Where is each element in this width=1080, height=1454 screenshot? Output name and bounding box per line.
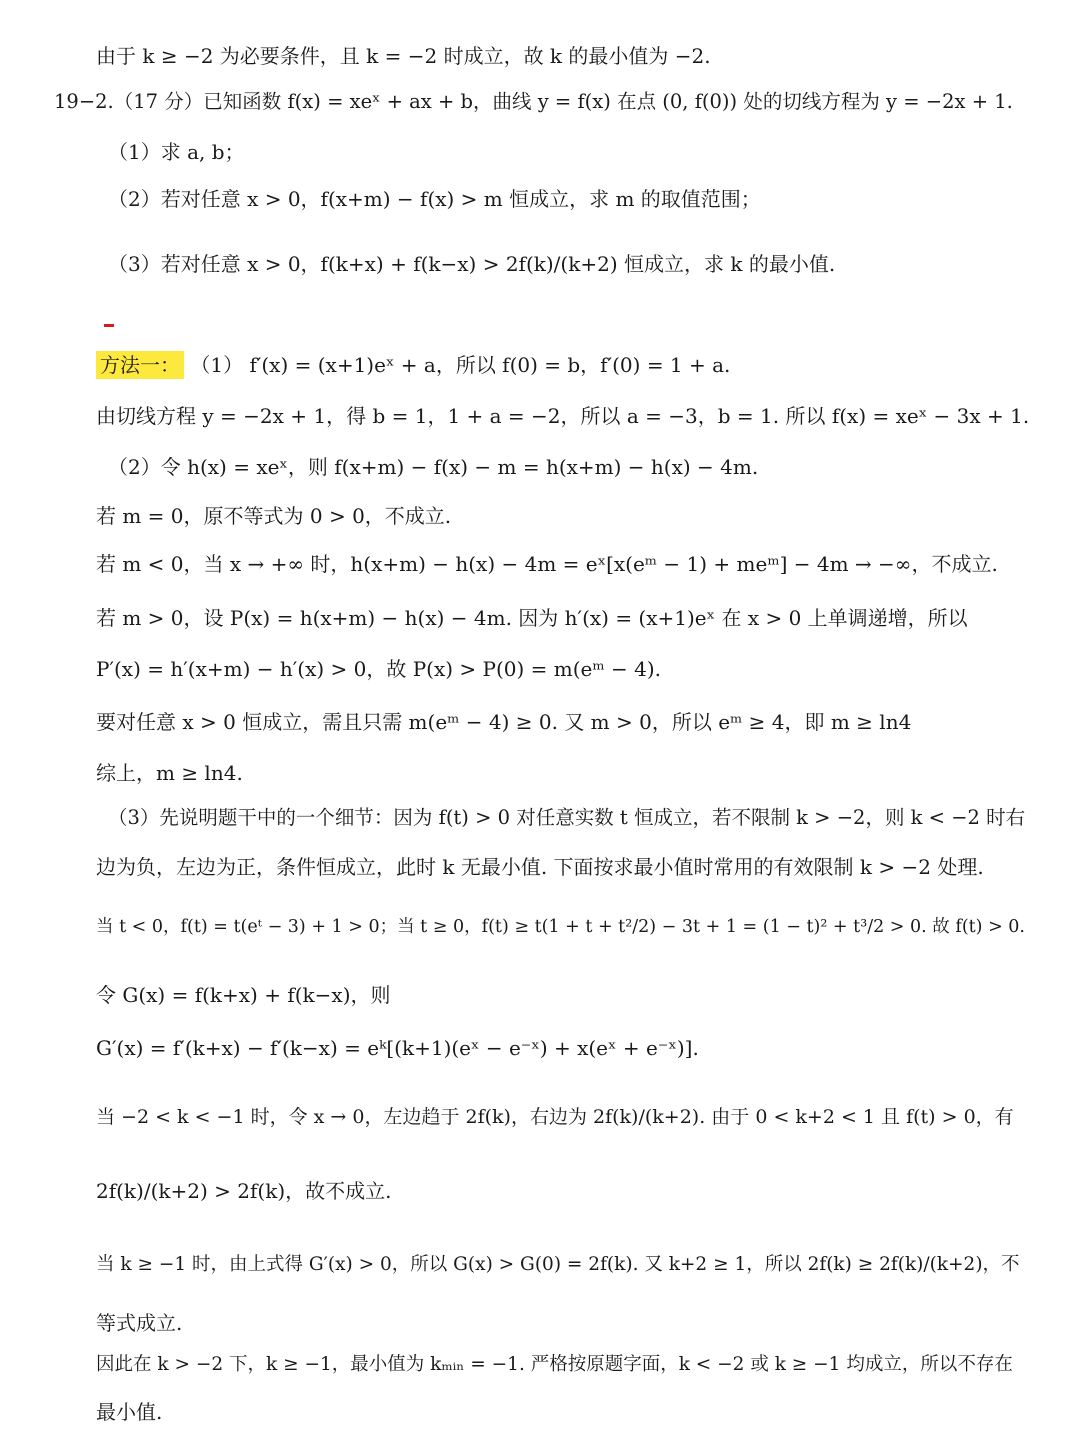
- text-line-19: G′(x) = f′(k+x) − f′(k−x) = eᵏ[(k+1)(eˣ − e⁻ˣ) + x(eˣ + e⁻ˣ)].: [96, 1036, 699, 1060]
- text-line-25: 最小值.: [96, 1400, 163, 1424]
- text-line-18: 令 G(x) = f(k+x) + f(k−x)，则: [96, 983, 391, 1007]
- text-line-23: 等式成立.: [96, 1311, 183, 1335]
- text-line-20: 当 −2 < k < −1 时，令 x → 0，左边趋于 2f(k)，右边为 2f(k)/(k+2). 由于 0 < k+2 < 1 且 f(t) > 0，有: [96, 1106, 1014, 1128]
- text-line-24: 因此在 k > −2 下，k ≥ −1，最小值为 kₘᵢₙ = −1. 严格按原题字面，k < −2 或 k ≥ −1 均成立，所以不存在: [96, 1354, 1013, 1375]
- text-line-22: 当 k ≥ −1 时，由上式得 G′(x) > 0，所以 G(x) > G(0) = 2f(k). 又 k+2 ≥ 1，所以 2f(k) ≥ 2f(k)/(k+2)，不: [96, 1254, 1020, 1275]
- method-label-highlight: 方法一：: [96, 351, 184, 379]
- solution-part-1-text: （1） f′(x) = (x+1)eˣ + a，所以 f(0) = b，f′(0) = 1 + a.: [190, 353, 731, 377]
- question-part-2: （2）若对任意 x > 0，f(x+m) − f(x) > m 恒成立，求 m 的取值范围；: [108, 187, 761, 211]
- text-line-10: 若 m < 0，当 x → +∞ 时，h(x+m) − h(x) − 4m = eˣ[x(eᵐ − 1) + meᵐ] − 4m → −∞，不成立.: [96, 552, 998, 576]
- question-part-1: （1）求 a, b；: [108, 140, 245, 164]
- solution-part-1: [96, 350, 1036, 380]
- text-line-14: 综上，m ≥ ln4.: [96, 761, 243, 785]
- text-line-1: 由于 k ≥ −2 为必要条件，且 k = −2 时成立，故 k 的最小值为 −2.: [96, 44, 711, 68]
- text-line-7: 由切线方程 y = −2x + 1，得 b = 1，1 + a = −2，所以 a = −3，b = 1. 所以 f(x) = xeˣ − 3x + 1.: [96, 404, 1030, 428]
- problem-statement: 19−2.（17 分）已知函数 f(x) = xeˣ + ax + b，曲线 y = f(x) 在点 (0, f(0)) 处的切线方程为 y = −2x + 1.: [54, 90, 1013, 113]
- text-line-21: 2f(k)/(k+2) > 2f(k)，故不成立.: [96, 1179, 392, 1203]
- text-line-17: 当 t < 0，f(t) = t(eᵗ − 3) + 1 > 0；当 t ≥ 0，f(t) ≥ t(1 + t + t²/2) − 3t + 1 = (1 − t)² + t³/2 > 0. 故 f(t) > 0.: [96, 917, 1025, 937]
- text-line-9: 若 m = 0，原不等式为 0 > 0，不成立.: [96, 504, 452, 528]
- text-line-8: （2）令 h(x) = xeˣ，则 f(x+m) − f(x) − m = h(x+m) − h(x) − 4m.: [108, 455, 759, 479]
- text-line-13: 要对任意 x > 0 恒成立，需且只需 m(eᵐ − 4) ≥ 0. 又 m > 0，所以 eᵐ ≥ 4，即 m ≥ ln4: [96, 710, 912, 734]
- text-line-16: 边为负，左边为正，条件恒成立，此时 k 无最小值. 下面按求最小值时常用的有效限制 k > −2 处理.: [96, 855, 984, 879]
- question-part-3: （3）若对任意 x > 0，f(k+x) + f(k−x) > 2f(k)/(k+2) 恒成立，求 k 的最小值.: [108, 252, 836, 276]
- red-pen-mark: [104, 324, 114, 327]
- text-line-11: 若 m > 0，设 P(x) = h(x+m) − h(x) − 4m. 因为 h′(x) = (x+1)eˣ 在 x > 0 上单调递增，所以: [96, 606, 968, 630]
- text-line-12: P′(x) = h′(x+m) − h′(x) > 0，故 P(x) > P(0) = m(eᵐ − 4).: [96, 657, 662, 681]
- text-line-15: （3）先说明题干中的一个细节：因为 f(t) > 0 对任意实数 t 恒成立，若不限制 k > −2，则 k < −2 时右: [108, 806, 1026, 829]
